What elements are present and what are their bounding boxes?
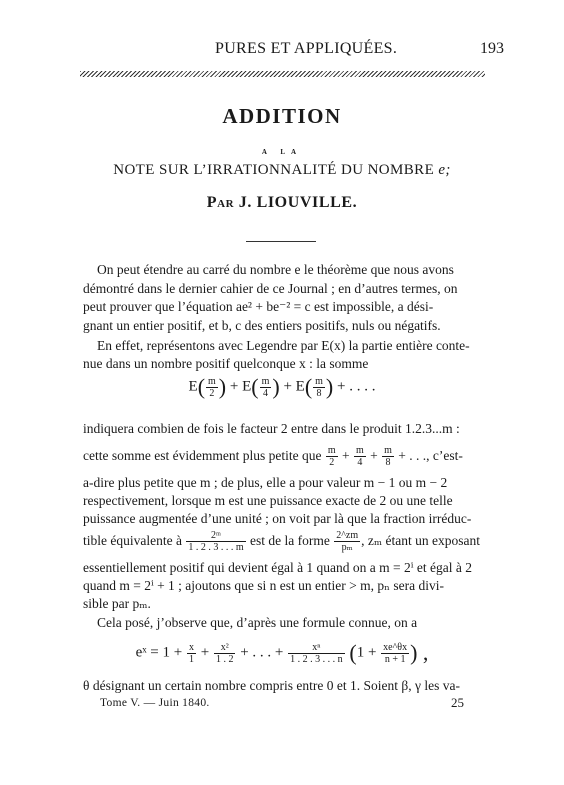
fraction — [354, 445, 366, 468]
subtitle-symbol: e; — [438, 162, 451, 178]
formula-op: + — [370, 448, 378, 463]
numerator: m — [327, 445, 336, 457]
fraction — [334, 530, 360, 553]
paren: ) — [325, 374, 334, 399]
numerator: x — [188, 641, 194, 653]
fraction — [381, 642, 409, 665]
paragraph-line: quand m = 2ⁱ + 1 ; ajoutons que si n est un entier > m, pₙ sera divi- — [83, 578, 444, 593]
footer-volume: Tome V. — Juin 1840. — [100, 697, 210, 709]
denominator: 2 — [329, 457, 335, 469]
denominator: 8 — [385, 457, 391, 469]
author-name: J. LIOUVILLE. — [238, 194, 358, 211]
author-prefix: Par — [206, 194, 235, 211]
denominator: 1 . 2 . 3 . . . m — [188, 542, 244, 554]
article-a-la: A LA — [261, 148, 303, 156]
numerator: m — [208, 375, 216, 387]
author-line — [0, 194, 564, 212]
title-separator — [246, 241, 316, 242]
paragraph-line: gnant un entier positif, et b, c des entiers positifs, nuls ou négatifs. — [83, 318, 441, 333]
fraction — [186, 530, 245, 553]
fraction — [313, 376, 325, 399]
formula-op: + E — [283, 378, 305, 395]
formula-op: + — [341, 448, 350, 463]
paragraph-line: Cela posé, j’observe que, d’après une formule connue, on a — [97, 615, 418, 630]
paren: ) — [272, 374, 280, 399]
numerator: m — [315, 375, 323, 387]
numerator: x² — [214, 642, 236, 654]
denominator: 1 — [188, 653, 194, 665]
denominator: 2 — [209, 387, 215, 399]
paragraph-line — [83, 526, 483, 556]
formula-E: E — [188, 378, 198, 395]
article-title: ADDITION — [222, 104, 342, 128]
article-subtitle — [0, 162, 564, 179]
paren: ( — [304, 374, 313, 399]
denominator: n + 1 — [384, 653, 406, 665]
paren: ) , — [410, 640, 429, 665]
text: cette somme est évidemment plus petite que — [83, 448, 322, 463]
formula-op: + — [200, 644, 210, 661]
denominator: pₘ — [341, 542, 353, 554]
formula-op: + . . . + — [240, 644, 284, 661]
formula-sum — [0, 374, 564, 400]
paren: ( — [251, 374, 259, 399]
fraction — [206, 376, 218, 399]
numerator: xe^θx — [383, 641, 408, 653]
paren: ( — [349, 640, 357, 665]
subtitle-text: NOTE SUR L’IRRATIONNALITÉ DU NOMBRE — [113, 162, 435, 178]
formula-op: 1 + — [356, 644, 377, 661]
paragraph-line — [83, 442, 483, 470]
paragraph-line: θ désignant un certain nombre compris entre 0 et 1. Soient β, γ les va- — [83, 678, 460, 693]
text: , zₘ étant un exposant — [361, 533, 481, 548]
numerator: xⁿ — [288, 642, 345, 654]
footer-signature: 25 — [451, 695, 464, 710]
paragraph-line: respectivement, lorsque m est une puissance exacte de 2 ou une telle — [83, 493, 453, 508]
paragraph-line: indiquera combien de fois le facteur 2 entre dans le produit 1.2.3...m : — [83, 421, 460, 436]
fraction — [260, 376, 272, 399]
paragraph-line: puissance augmentée d’une unité ; on voit par là que la fraction irréduc- — [83, 511, 472, 526]
fraction — [214, 642, 236, 665]
numerator: m — [261, 375, 270, 387]
paren: ( — [197, 374, 206, 399]
formula-ellipsis: + . . . . — [337, 378, 376, 395]
denominator: 4 — [262, 387, 268, 399]
paragraph-line: essentiellement positif qui devient égal à 1 quand on a m = 2ⁱ et égal à 2 — [83, 560, 472, 575]
denominator: 1 . 2 — [215, 653, 234, 665]
paragraph-line: démontré dans le dernier cahier de ce Journal ; en d’autres termes, on — [83, 281, 458, 296]
text: est de la forme — [250, 533, 330, 548]
decorative-rule — [80, 71, 485, 77]
paragraph-line: En effet, représentons avec Legendre par E(x) la partie entière conte- — [97, 338, 470, 353]
formula-op: + E — [229, 378, 252, 395]
paragraph-line: nue dans un nombre positif quelconque x : la somme — [83, 356, 369, 371]
numerator: 2ᵐ — [186, 530, 245, 542]
numerator: m — [384, 445, 392, 457]
formula-lhs: eˣ = 1 + — [135, 644, 183, 661]
fraction — [326, 445, 338, 468]
running-title: PURES ET APPLIQUÉES. — [215, 40, 398, 57]
fraction — [382, 445, 394, 468]
denominator: 4 — [357, 457, 363, 469]
paragraph-line: On peut étendre au carré du nombre e le théorème que nous avons — [97, 262, 454, 277]
paragraph-line: peut prouver que l’équation ae² + be⁻² = c est impossible, a dési- — [83, 299, 434, 314]
paragraph-line: sible par pₘ. — [83, 596, 151, 611]
formula-exponential — [0, 640, 564, 666]
paragraph-line: a-dire plus petite que m ; de plus, elle a pour valeur m − 1 ou m − 2 — [83, 475, 448, 490]
paren: ) — [218, 374, 227, 399]
numerator: 2^zm — [336, 530, 359, 542]
text: + . . ., c’est- — [398, 448, 463, 463]
denominator: 8 — [316, 387, 322, 399]
text: tible équivalente à — [83, 533, 182, 548]
fraction — [288, 642, 345, 665]
numerator: m — [355, 445, 364, 457]
denominator: 1 . 2 . 3 . . . n — [290, 653, 343, 665]
page-number: 193 — [480, 40, 504, 57]
fraction — [187, 642, 196, 665]
